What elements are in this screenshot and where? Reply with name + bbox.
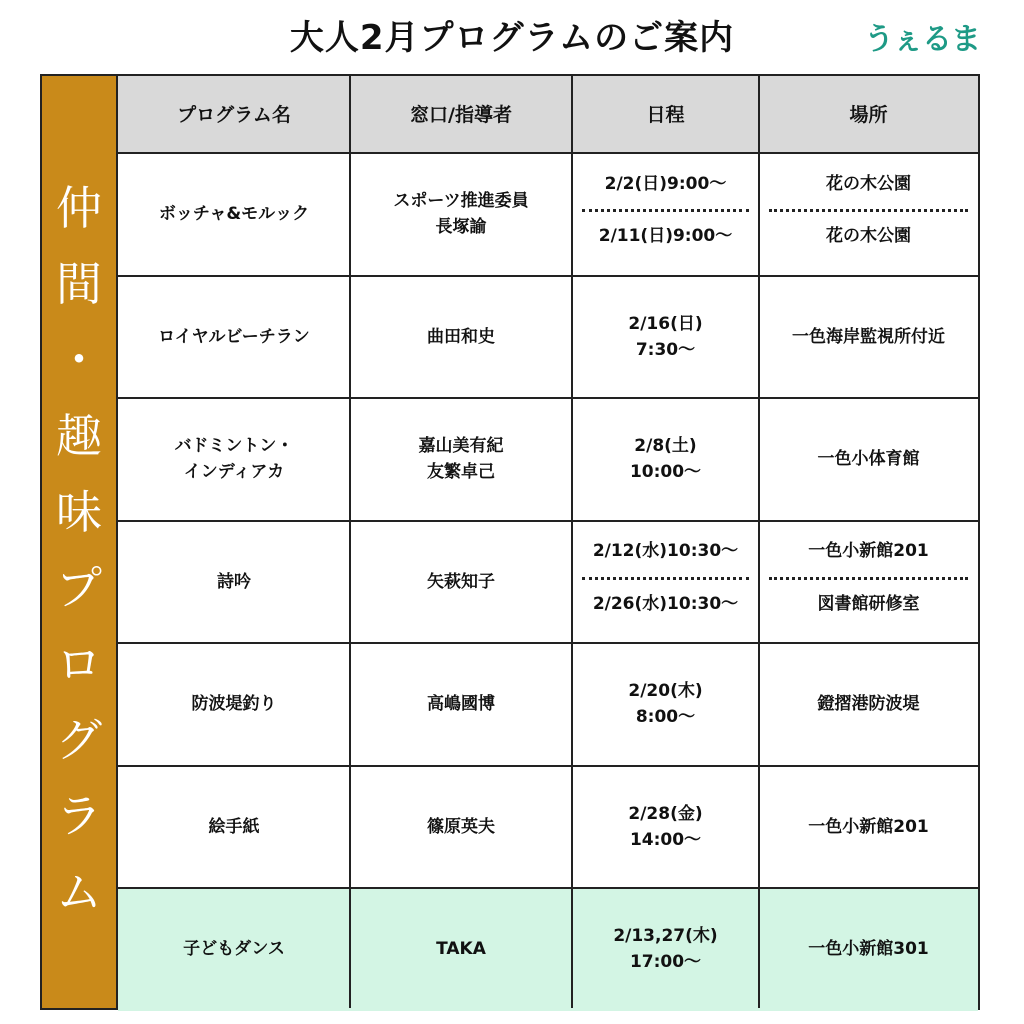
schedule-cell-line: 8:00〜 — [635, 707, 696, 728]
schedule-cell-line: 2/28(金) — [628, 803, 703, 824]
contact-cell — [350, 276, 572, 399]
dotted-divider — [769, 209, 968, 212]
contact-cell — [350, 521, 572, 644]
sidebar-char: 間 — [56, 257, 102, 311]
place-cell — [759, 276, 978, 399]
sidebar-char: ロ — [56, 637, 102, 691]
row-divider — [118, 887, 978, 889]
schedule-cell — [572, 398, 759, 521]
schedule-cell-line: 17:00〜 — [629, 952, 702, 973]
brand-logo: うぇるま — [864, 22, 980, 57]
schedule-cell-line: 2/16(日) — [628, 313, 703, 334]
row-divider — [118, 397, 978, 399]
sidebar-char: グ — [56, 713, 102, 767]
program-cell — [118, 276, 350, 399]
place-cell — [759, 766, 978, 889]
schedule-cell-second: 2/11(日)9:00〜 — [598, 226, 733, 247]
contact-cell-line: TAKA — [436, 939, 486, 960]
page-title: 大人2月プログラムのご案内 — [289, 18, 735, 58]
contact-cell — [350, 766, 572, 889]
program-cell-line: 子どもダンス — [183, 939, 285, 960]
contact-cell — [350, 888, 572, 1011]
column-header: 日程 — [572, 76, 759, 153]
row-divider — [118, 520, 978, 522]
program-cell — [118, 888, 350, 1011]
program-cell-line: インディアカ — [183, 462, 285, 483]
sidebar-char: 趣 — [56, 409, 102, 463]
place-cell — [759, 643, 978, 766]
schedule-cell-line: 2/8(土) — [634, 436, 697, 457]
place-cell — [759, 888, 978, 1011]
dotted-divider — [769, 577, 968, 580]
schedule-cell-first: 2/12(水)10:30〜 — [592, 541, 739, 562]
schedule-cell-second: 2/26(水)10:30〜 — [592, 593, 739, 614]
contact-cell-line: 曲田和史 — [427, 326, 495, 347]
program-cell — [118, 398, 350, 521]
program-cell — [118, 766, 350, 889]
schedule-cell — [572, 766, 759, 889]
contact-cell-line: 嘉山美有紀 — [418, 436, 504, 457]
program-cell-line: 絵手紙 — [208, 816, 260, 837]
contact-cell-line: 篠原英夫 — [427, 816, 495, 837]
program-cell — [118, 153, 350, 276]
place-cell-line: 鐙摺港防波堤 — [817, 694, 920, 715]
place-cell — [759, 521, 978, 644]
column-header: 窓口/指導者 — [350, 76, 572, 153]
contact-cell-line: 長塚諭 — [435, 217, 487, 238]
category-sidebar — [40, 74, 118, 1010]
schedule-cell-line: 10:00〜 — [629, 462, 702, 483]
row-divider — [118, 152, 978, 154]
row-divider — [118, 642, 978, 644]
schedule-cell — [572, 888, 759, 1011]
dotted-divider — [582, 577, 749, 580]
contact-cell — [350, 398, 572, 521]
place-cell — [759, 398, 978, 521]
place-cell — [759, 153, 978, 276]
sidebar-char: プ — [56, 561, 102, 615]
place-cell-line: 一色海岸監視所付近 — [792, 326, 945, 347]
program-cell-line: バドミントン・ — [174, 436, 294, 457]
program-cell-line: ボッチャ&モルック — [158, 204, 310, 225]
place-cell-line: 一色小新館201 — [808, 816, 929, 837]
place-cell-first: 花の木公園 — [826, 173, 911, 194]
column-divider — [571, 76, 573, 1008]
program-cell — [118, 521, 350, 644]
contact-cell — [350, 153, 572, 276]
row-divider — [118, 275, 978, 277]
place-cell-second: 図書館研修室 — [817, 593, 920, 614]
column-divider — [758, 76, 760, 1008]
contact-cell-line: 高嶋國博 — [427, 694, 495, 715]
place-cell-line: 一色小体育館 — [817, 449, 920, 470]
contact-cell — [350, 643, 572, 766]
column-header: プログラム名 — [118, 76, 350, 153]
schedule-cell — [572, 643, 759, 766]
sidebar-char: 仲 — [56, 181, 102, 235]
schedule-cell-line: 2/20(木) — [628, 681, 703, 702]
contact-cell-line: 友繁卓己 — [427, 462, 495, 483]
column-header: 場所 — [759, 76, 978, 153]
program-cell-line: 防波堤釣り — [191, 694, 277, 715]
sidebar-char: 味 — [56, 485, 102, 539]
schedule-cell-line: 7:30〜 — [635, 339, 696, 360]
schedule-cell — [572, 276, 759, 399]
place-cell-line: 一色小新館301 — [808, 939, 929, 960]
program-table — [116, 74, 980, 1010]
schedule-cell — [572, 153, 759, 276]
row-divider — [118, 765, 978, 767]
sidebar-char: ラ — [56, 789, 102, 843]
place-cell-second: 花の木公園 — [826, 226, 911, 247]
program-cell-line: ロイヤルビーチラン — [158, 326, 310, 347]
schedule-cell-line: 2/13,27(木) — [613, 926, 718, 947]
schedule-cell — [572, 521, 759, 644]
dotted-divider — [582, 209, 749, 212]
program-cell — [118, 643, 350, 766]
sidebar-char: ・ — [56, 333, 102, 387]
schedule-cell-first: 2/2(日)9:00〜 — [604, 173, 727, 194]
schedule-cell-line: 14:00〜 — [629, 829, 702, 850]
contact-cell-line: スポーツ推進委員 — [393, 191, 529, 212]
program-cell-line: 詩吟 — [217, 571, 251, 592]
contact-cell-line: 矢萩知子 — [427, 571, 495, 592]
column-divider — [349, 76, 351, 1008]
place-cell-first: 一色小新館201 — [808, 541, 929, 562]
sidebar-char: ム — [56, 865, 102, 919]
